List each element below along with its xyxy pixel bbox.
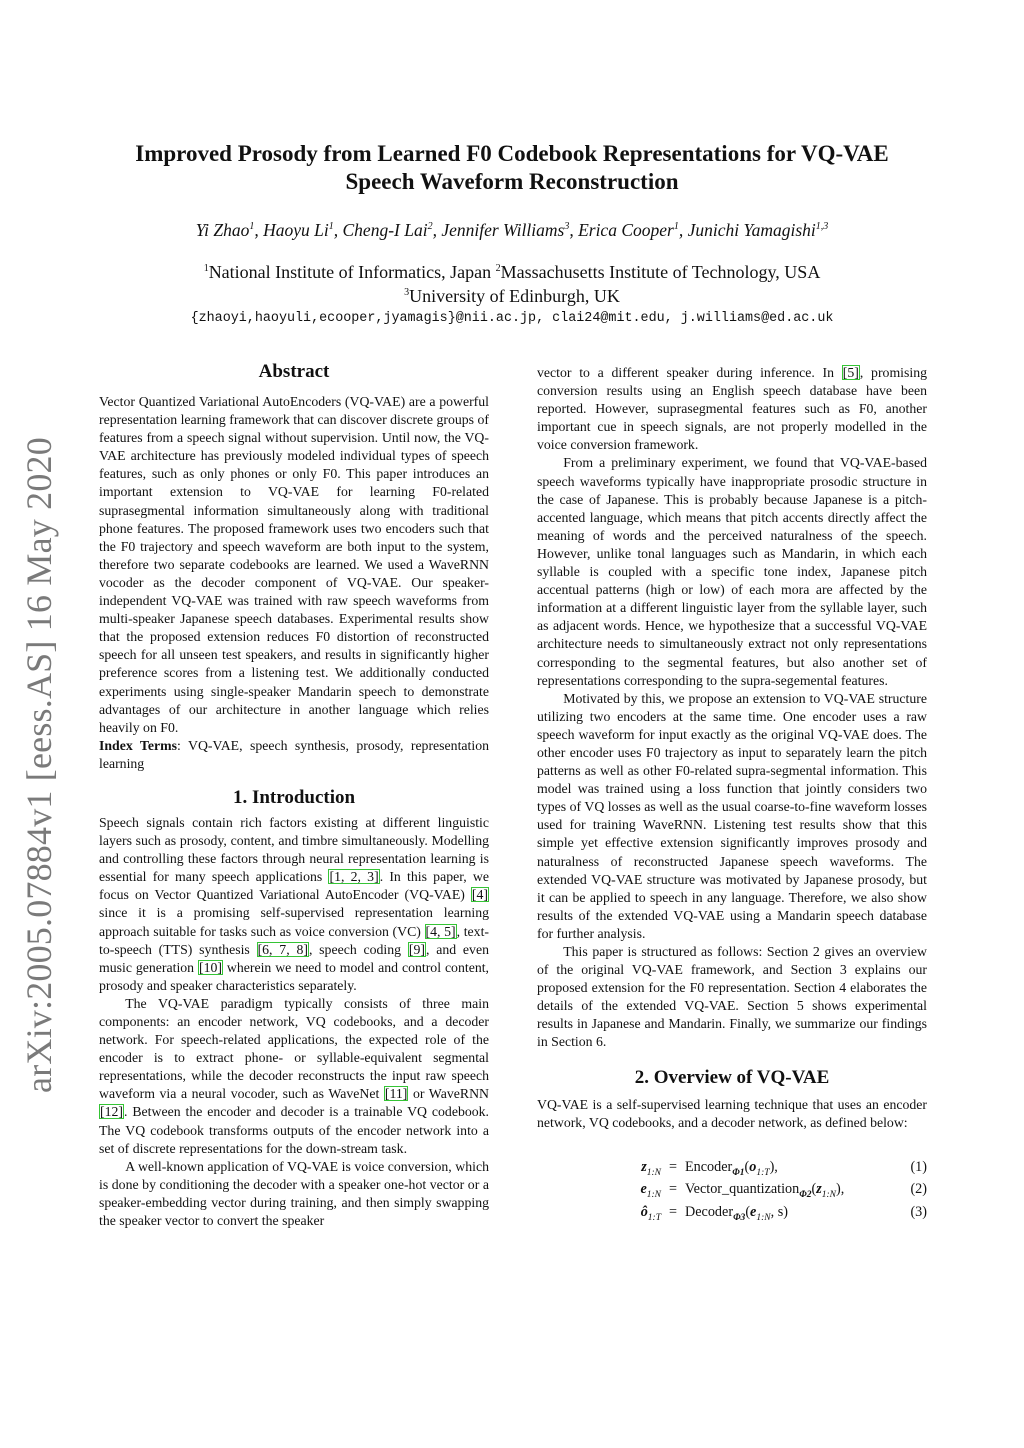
eq-sub: 1:N [646, 1190, 661, 1201]
index-terms [99, 737, 489, 773]
equation-1 [537, 1158, 927, 1181]
affiliation-line-2 [96, 284, 928, 308]
eq-sub: 1:T [647, 1212, 661, 1223]
eq-equals: = [668, 1203, 677, 1220]
index-terms-text: : VQ-VAE, speech synthesis, prosody, representation learning [99, 737, 489, 771]
author: Erica Cooper [578, 220, 674, 240]
eq-lhs [537, 1158, 661, 1176]
citation-link[interactable]: [1, 2, 3] [329, 869, 379, 885]
text-span: since it is a promising self-supervised representation learning approach suitable for tasks such as voice conversion (VC) [99, 905, 489, 939]
text-span: . In this paper, we focus on Vector Quantized Variational AutoEncoder (VQ-VAE) [99, 869, 490, 903]
title-line-2: Speech Waveform Reconstruction [345, 169, 679, 194]
author: Yi Zhao [195, 220, 250, 240]
index-terms-label: Index Terms [99, 737, 177, 753]
affiliations [96, 260, 928, 308]
equation-block [537, 1158, 927, 1226]
affiliation-line-1 [96, 260, 928, 284]
author-sep: , [333, 220, 343, 240]
citation-link[interactable]: [11] [384, 1086, 408, 1102]
text-span: vector to a different speaker during inference. In [537, 365, 842, 380]
eq-arg: o [749, 1158, 757, 1175]
intro-paragraph-1 [99, 814, 489, 995]
eq-equals: = [668, 1158, 677, 1175]
text-span: , promising conversion results using an English speech database have been reported. However, suprasegmental features such as F0, another important cue in speech signals, are not properly modelled in the voice conversion framework. [537, 365, 928, 453]
eq-equals: = [668, 1181, 677, 1198]
eq-sub: Φ3 [733, 1212, 746, 1223]
eq-tail: , s) [770, 1203, 788, 1220]
eq-var: e [640, 1181, 647, 1198]
text-span: wherein we need to model and control content, prosody and speaker characteristics separately. [99, 959, 489, 993]
intro-paragraph-3: A well-known application of VQ-VAE is voice conversion, which is done by conditioning the decoder with a speaker one-hot vector or a speaker-embedding vector during training, and then simply swapping the speaker vector to convert the speaker [99, 1158, 489, 1229]
affil-sup: 3 [404, 287, 410, 298]
eq-rhs: $Vector\_quantization_{\Phi 2}(z_{1:N})$, [685, 1181, 845, 1201]
text-span: , and even music generation [99, 941, 489, 975]
intro-paragraph-5: From a preliminary experiment, we found that VQ-VAE-based speech waveforms typically have inappropriate prosodic structure in the case of Japanese. This is probably because Japanese is a pitch-accented language, which means that pitch accents directly affect the meaning of words and the perceived naturalness of the speech. However, unlike tonal languages such as Mandarin, in which each syllable is coupled with a specific tone index, Japanese pitch accentual patterns (high or low) of each mora are affected by the information at a different linguistic layer from the syllable layer, such as adjacent words. Hence, we hypothesize that a successful VQ-VAE architecture needs to simultaneously extract not only representations corresponding to the segmental features, but also another set of representations corresponding to the supra-segemental features. [537, 455, 927, 688]
eq-lhs [537, 1203, 661, 1221]
equation-2 [537, 1180, 927, 1203]
author-sep: , [678, 220, 688, 240]
eq-arg: e [750, 1203, 757, 1220]
author: Haoyu Li [263, 220, 329, 240]
eq-lhs [537, 1180, 661, 1201]
author-sep: , [569, 220, 579, 240]
citation-link[interactable]: [4] [471, 887, 488, 903]
eq-fn: Decoder [685, 1203, 734, 1220]
author-sup: 1,3 [815, 221, 829, 233]
eq-rhs: $Decoder_{\Phi 3}(e_{1:N}$, s) [685, 1203, 788, 1223]
paper-title [96, 140, 928, 196]
eq-fn: Vector_quantization [685, 1181, 800, 1198]
affiliation: National Institute of Informatics, Japan [208, 262, 496, 282]
abstract-heading: Abstract [258, 361, 330, 382]
eq-number: (1) [910, 1158, 927, 1175]
author: Cheng-I Lai [342, 220, 428, 240]
eq-number: (2) [910, 1181, 927, 1198]
eq-sub: 1:N [756, 1212, 771, 1223]
text-span: . Between the encoder and decoder is a trainable VQ codebook. The VQ codebook transforms outputs of the encoder network into a set of discrete representations for the down-stream task. [99, 1104, 489, 1156]
eq-number: (3) [910, 1203, 927, 1220]
intro-paragraph-7: This paper is structured as follows: Section 2 gives an overview of the original VQ-VAE framework, and Section 3 explains our proposed extension for the F0 representation. Section 4 elaborates the details of the extended VQ-VAE. Section 5 shows experimental results in Japanese and Mandarin. Finally, we summarize our findings in Section 6. [537, 944, 927, 1050]
intro-heading: 1. Introduction [232, 786, 356, 808]
eq-var: ô [640, 1203, 648, 1220]
author-sup: 3 [564, 221, 570, 233]
abstract-text: Vector Quantized Variational AutoEncoders (VQ-VAE) are a powerful representation learning framework that can discover discrete groups of features from a speech signal without supervision. Until now, the VQ-VAE architecture has previously modeled individual types of speech features, such as only phones or only F0. This paper introduces an important extension to VQ-VAE for learning F0-related suprasegmental information simultaneously along with traditional phone features. The proposed framework uses two encoders such that the F0 trajectory and speech waveform are both input to the system, therefore two separate codebooks are learned. We used a WaveRNN vocoder as the decoder component of VQ-VAE. Our speaker-independent VQ-VAE was trained with raw speech waveforms from multi-speaker Japanese speech databases. Experimental results show that the proposed extension reduces F0 distortion of reconstructed speech for all unseen test speakers, and results in significantly higher preference scores from a listening test. We additionally conducted experiments using single-speaker Mandarin speech to demonstrate advantages of our architecture in another language which relies heavily on F0. [99, 394, 489, 735]
citation-link[interactable]: [4, 5] [425, 923, 456, 939]
equation-3 [537, 1203, 927, 1226]
citation-link[interactable]: [12] [100, 1104, 123, 1120]
text-span: or WaveRNN [408, 1086, 489, 1102]
citation-link[interactable]: [6, 7, 8] [257, 941, 308, 957]
arxiv-side-stamp [14, 437, 64, 1093]
intro-paragraph-2 [99, 995, 489, 1158]
author-sup: 2 [427, 221, 433, 233]
citation-link[interactable]: [10] [198, 959, 222, 975]
eq-sub: 1:N [646, 1167, 661, 1178]
eq-sub: Φ1 [732, 1167, 745, 1178]
author-sup: 1 [673, 221, 679, 233]
title-line-1: Improved Prosody from Learned F0 Codebook Representations for VQ-VAE [135, 141, 889, 166]
overview-paragraph: VQ-VAE is a self-supervised learning technique that uses an encoder network, VQ codebooks, and a decoder network, as defined below: [537, 1096, 927, 1130]
eq-tail: ), [769, 1158, 778, 1175]
eq-sub: 1:T [756, 1167, 770, 1178]
author-sep: , [254, 220, 264, 240]
eq-sub: Φ2 [799, 1190, 812, 1201]
author-sup: 1 [249, 221, 255, 233]
eq-tail: ), [836, 1181, 845, 1198]
right-column [537, 364, 927, 1225]
intro-paragraph-4 [537, 364, 927, 454]
intro-paragraph-6: Motivated by this, we propose an extension to VQ-VAE structure utilizing two encoders at the same time. One encoder uses a raw speech waveform for input exactly as the original VQ-VAE does. The other encoder uses F0 trajectory as input to separately learn the pitch patterns as well as other F0-related supra-segmental information. This model was trained using a loss function that jointly considers two types of VQ losses as well as the usual coarse-to-fine waveform losses used for training WaveRNN. Listening test results show that this simple yet effective extension significantly improves prosody and naturalness of reconstructed Japanese speech waveforms. The extended VQ-VAE structure was motivated by Japanese prosody, but it can be applied to speech in any language. Therefore, we also show results of the extended VQ-VAE using a Mandarin speech database for further analysis. [537, 690, 927, 941]
overview-heading: 2. Overview of VQ-VAE [634, 1066, 830, 1088]
author-sep: , [432, 220, 442, 240]
text-span: The VQ-VAE paradigm typically consists of three main components: an encoder network, VQ codebooks, and a decoder network. For speech-related applications, the expected role of the encoder is to extract phone- or syllable-equivalent segmental representations, while the decoder reconstructs the input raw speech waveform via a neural vocoder, such as WaveNet [99, 995, 489, 1102]
author-list [96, 218, 928, 242]
eq-rhs: $Encoder_{\Phi 1}(o_{1:T})$, [685, 1158, 778, 1178]
arxiv-id: arXiv:2005.07884v1 [eess.AS] 16 May 2020 [19, 437, 59, 1093]
affil-sup: 2 [495, 263, 501, 274]
author: Jennifer Williams [441, 220, 565, 240]
eq-arg: z [816, 1181, 822, 1198]
author: Junichi Yamagishi [687, 220, 816, 240]
citation-link[interactable]: [9] [408, 941, 425, 957]
affil-sup: 1 [203, 263, 209, 274]
affiliation: Massachusetts Institute of Technology, USA [500, 262, 821, 282]
affiliation: University of Edinburgh, UK [409, 286, 620, 306]
eq-fn: Encoder [685, 1158, 733, 1175]
eq-var: z [641, 1158, 647, 1175]
eq-sub: 1:N [821, 1190, 837, 1201]
citation-link[interactable]: [5] [842, 365, 859, 380]
text-span: , text-to-speech (TTS) synthesis [99, 923, 490, 957]
text-span: Speech signals contain rich factors existing at different linguistic layers such as prosody, content, and timbre simultaneously. Modelling and controlling these factors through neural representation learning is essential for many speech applications [99, 814, 489, 885]
author-emails: {zhaoyi,haoyuli,ecooper,jyamagis}@nii.ac.jp, clai24@mit.edu, j.williams@ed.ac.uk [190, 311, 834, 326]
text-span: , speech coding [308, 941, 408, 957]
left-column [99, 360, 489, 1230]
author-sup: 1 [328, 221, 334, 233]
